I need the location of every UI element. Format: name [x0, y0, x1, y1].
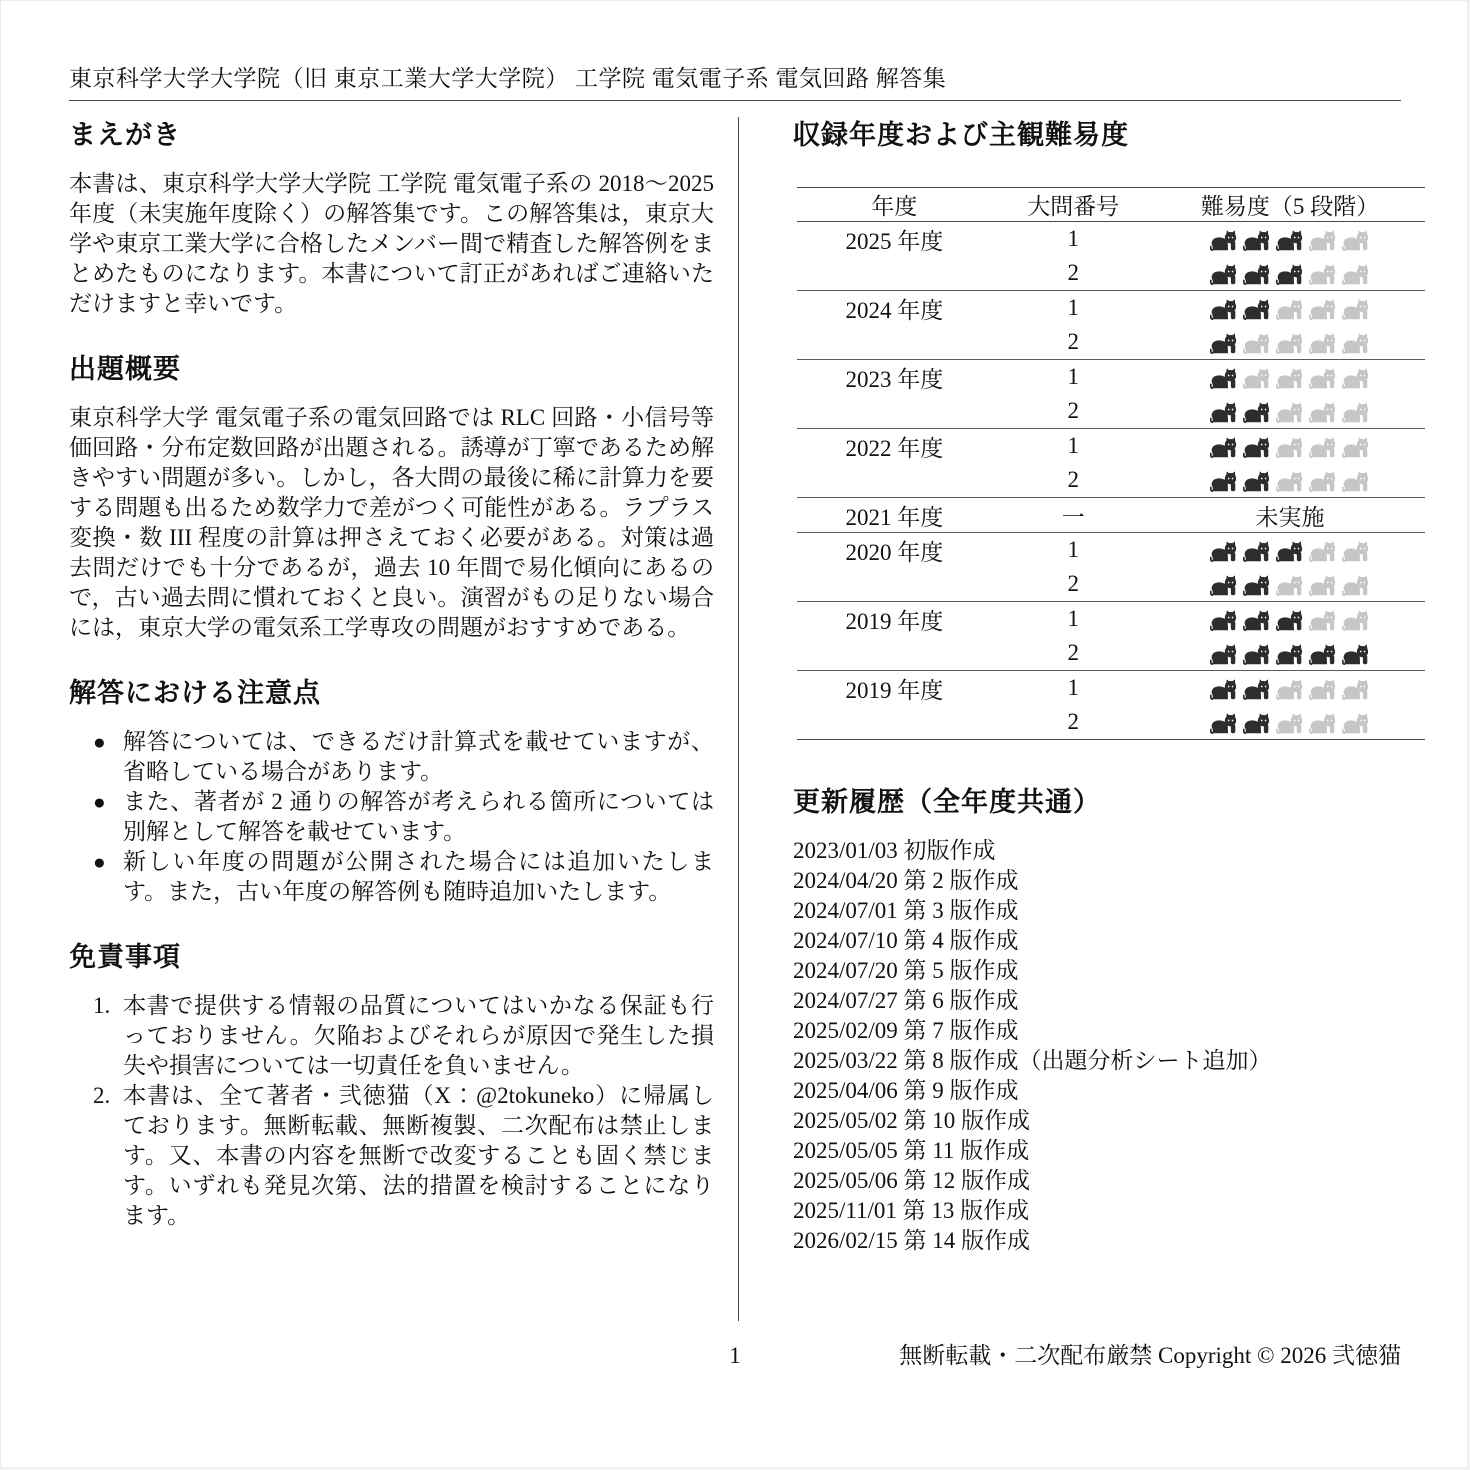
question-number-cell: 1	[992, 360, 1155, 395]
disclaimer-item	[69, 1081, 714, 1231]
note-item	[69, 847, 714, 907]
cat-icon	[1342, 333, 1370, 354]
bullet-marker: ●	[93, 790, 106, 814]
cat-rating	[1210, 368, 1370, 389]
year-cell: 2022 年度	[797, 429, 992, 464]
cat-rating	[1210, 644, 1370, 665]
cat-icon	[1342, 471, 1370, 492]
difficulty-table-row	[797, 636, 1425, 671]
difficulty-table-row	[797, 222, 1425, 257]
cat-icon	[1342, 610, 1370, 631]
cat-icon	[1309, 471, 1337, 492]
cat-icon	[1210, 610, 1238, 631]
year-cell	[797, 256, 992, 291]
cat-rating	[1210, 333, 1370, 354]
difficulty-rating-cell	[1155, 567, 1425, 602]
question-number-cell: 1	[992, 602, 1155, 637]
overview-heading: 出題概要	[69, 354, 181, 384]
question-number-cell: 1	[992, 429, 1155, 464]
year-cell: 2023 年度	[797, 360, 992, 395]
cat-rating	[1210, 230, 1370, 251]
number-marker: 1.	[93, 993, 111, 1018]
difficulty-rating-cell	[1155, 360, 1425, 395]
difficulty-table-row	[797, 325, 1425, 360]
cat-icon	[1309, 679, 1337, 700]
cat-icon	[1342, 679, 1370, 700]
cat-icon	[1342, 299, 1370, 320]
year-cell: 2020 年度	[797, 533, 992, 568]
cat-icon	[1309, 264, 1337, 285]
cat-icon	[1243, 402, 1271, 423]
question-number-cell: 1	[1067, 226, 1080, 251]
difficulty-table-row	[797, 671, 1425, 706]
cat-icon	[1276, 333, 1304, 354]
question-number-cell: 2	[1067, 398, 1080, 423]
cat-icon	[1342, 368, 1370, 389]
cat-rating	[1210, 679, 1370, 700]
difficulty-table-row	[797, 360, 1425, 395]
cat-icon	[1210, 230, 1238, 251]
cat-rating	[1210, 471, 1370, 492]
difficulty-rating-cell	[1155, 291, 1425, 326]
page-content	[69, 109, 1401, 1256]
difficulty-table-row	[797, 291, 1425, 326]
note-item	[69, 787, 714, 847]
difficulty-rating-cell	[1155, 705, 1425, 740]
difficulty-rating-cell	[1155, 602, 1425, 637]
history-heading: 更新履歴（全年度共通）	[793, 787, 1101, 817]
note-item-text: 解答については、できるだけ計算式を載せていますが、省略している場合があります。	[123, 729, 714, 784]
cat-icon	[1309, 299, 1337, 320]
cat-icon	[1342, 402, 1370, 423]
year-cell: 2025 年度	[845, 228, 944, 254]
cat-icon	[1309, 575, 1337, 596]
running-head-title: 東京科学大学大学院（旧 東京工業大学大学院） 工学院 電気電子系 電気回路 解答集	[69, 65, 1401, 101]
left-column	[69, 109, 714, 1256]
cat-icon	[1342, 264, 1370, 285]
update-history-list	[793, 836, 1401, 1256]
cat-icon	[1243, 368, 1271, 389]
cat-icon	[1276, 437, 1304, 458]
question-number-cell: 一	[992, 498, 1155, 533]
history-entry: 2025/05/02 第 10 版作成	[793, 1108, 1031, 1133]
cat-icon	[1243, 679, 1271, 700]
year-cell: 2019 年度	[797, 602, 992, 637]
difficulty-heading: 収録年度および主観難易度	[793, 120, 1129, 150]
cat-icon	[1243, 437, 1271, 458]
number-marker: 2.	[93, 1083, 111, 1108]
year-cell: 2021 年度	[797, 498, 992, 533]
cat-icon	[1342, 713, 1370, 734]
page-number: 1	[729, 1343, 741, 1368]
difficulty-table-row	[797, 256, 1425, 291]
note-item	[69, 727, 714, 787]
column-header-difficulty: 難易度（5 段階）	[1155, 188, 1425, 222]
cat-icon	[1276, 402, 1304, 423]
history-entry: 2026/02/15 第 14 版作成	[793, 1228, 1031, 1253]
cat-icon	[1309, 333, 1337, 354]
cat-icon	[1309, 610, 1337, 631]
question-number-cell: 2	[1067, 571, 1080, 596]
difficulty-rating-cell	[1155, 463, 1425, 498]
cat-icon	[1210, 333, 1238, 354]
year-cell: 2019 年度	[797, 671, 992, 706]
cat-icon	[1243, 610, 1271, 631]
cat-icon	[1276, 471, 1304, 492]
cat-icon	[1243, 541, 1271, 562]
question-number-cell: 2	[1067, 260, 1080, 285]
disclaimer-heading: 免責事項	[69, 942, 181, 972]
cat-icon	[1210, 402, 1238, 423]
cat-icon	[1210, 368, 1238, 389]
cat-icon	[1276, 264, 1304, 285]
difficulty-table-row	[797, 429, 1425, 464]
cat-icon	[1276, 610, 1304, 631]
cat-rating	[1210, 299, 1370, 320]
cat-icon	[1276, 575, 1304, 596]
cat-icon	[1276, 713, 1304, 734]
cat-icon	[1210, 541, 1238, 562]
year-cell	[797, 463, 992, 498]
cat-icon	[1309, 541, 1337, 562]
cat-icon	[1276, 679, 1304, 700]
cat-icon	[1243, 299, 1271, 320]
difficulty-table-row	[797, 394, 1425, 429]
difficulty-table-row	[797, 602, 1425, 637]
history-entry: 2025/03/22 第 8 版作成（出題分析シート追加）	[793, 1048, 1272, 1073]
preface-heading: まえがき	[69, 120, 181, 150]
cat-icon	[1210, 644, 1238, 665]
right-column	[793, 109, 1401, 1256]
cat-icon	[1276, 230, 1304, 251]
preface-paragraph: 本書は、東京科学大学大学院 工学院 電気電子系の 2018〜2025 年度（未実施年度除く）の解答集です。この解答集は，東京大学や東京工業大学に合格したメンバー間で精査した解答例をまとめたものになります。本書について訂正があればご連絡いただけますと幸いです。	[69, 171, 714, 316]
difficulty-rating-cell	[1155, 429, 1425, 464]
bullet-marker: ●	[93, 730, 106, 754]
difficulty-rating-cell	[1155, 325, 1425, 360]
cat-rating	[1210, 610, 1370, 631]
history-entry: 2023/01/03 初版作成	[793, 838, 996, 863]
cat-rating	[1210, 437, 1370, 458]
history-entry: 2025/04/06 第 9 版作成	[793, 1078, 1019, 1103]
cat-rating	[1210, 541, 1370, 562]
history-entry: 2024/07/20 第 5 版作成	[793, 958, 1019, 983]
question-number-cell: 2	[992, 705, 1155, 740]
cat-icon	[1210, 437, 1238, 458]
cat-icon	[1342, 437, 1370, 458]
overview-paragraph: 東京科学大学 電気電子系の電気回路では RLC 回路・小信号等価回路・分布定数回路が出題される。誘導が丁寧であるため解きやすい問題が多い。しかし，各大問の最後に稀に計算力を要する問題も出るため数学力で差がつく可能性がある。ラプラス変換・数 III 程度の計算は押さえておく必要がある。対策は過去問だけでも十分であるが，過去 10 年間で易化傾向にあるので，古い過去問に慣れておくと良い。演習がもの足りない場合には，東京大学の電気系工学専攻の問題がおすすめである。	[69, 405, 714, 640]
disclaimer-item-text: 本書は、全て著者・弐徳猫（X：@2tokuneko）に帰属しております。無断転載、無断複製、二次配布は禁止します。又、本書の内容を無断で改変することも固く禁じます。いずれも発見次第、法的措置を検討することになります。	[123, 1083, 714, 1228]
cat-icon	[1243, 333, 1271, 354]
difficulty-rating-cell	[1155, 671, 1425, 706]
cat-icon	[1342, 230, 1370, 251]
disclaimer-item-text: 本書で提供する情報の品質についてはいかなる保証も行っておりません。欠陥およびそれらが原因で発生した損失や損害については一切責任を負いません。	[123, 993, 714, 1078]
history-entry: 2024/07/10 第 4 版作成	[793, 928, 1019, 953]
cat-icon	[1210, 299, 1238, 320]
difficulty-table-header-row	[797, 188, 1425, 222]
cat-icon	[1210, 575, 1238, 596]
cat-rating	[1210, 575, 1370, 596]
question-number-cell: 2	[1067, 467, 1080, 492]
cat-rating	[1210, 713, 1370, 734]
cat-icon	[1210, 713, 1238, 734]
cat-icon	[1342, 644, 1370, 665]
difficulty-rating-cell	[1155, 222, 1425, 257]
page-footer	[69, 1341, 1401, 1373]
notes-heading: 解答における注意点	[69, 678, 321, 708]
history-entry: 2025/02/09 第 7 版作成	[793, 1018, 1019, 1043]
year-cell	[797, 567, 992, 602]
cat-icon	[1243, 264, 1271, 285]
cat-icon	[1243, 713, 1271, 734]
note-item-text: 新しい年度の問題が公開された場合には追加いたします。また，古い年度の解答例も随時追加いたします。	[123, 849, 714, 904]
cat-icon	[1210, 471, 1238, 492]
cat-rating	[1210, 402, 1370, 423]
disclaimer-list	[69, 991, 714, 1231]
cat-icon	[1309, 713, 1337, 734]
year-cell	[797, 394, 992, 429]
cat-icon	[1243, 471, 1271, 492]
history-entry: 2024/07/01 第 3 版作成	[793, 898, 1019, 923]
column-header-question-number: 大問番号	[992, 188, 1155, 222]
difficulty-table	[797, 187, 1425, 740]
difficulty-rating-cell	[1155, 256, 1425, 291]
cat-icon	[1309, 368, 1337, 389]
difficulty-table-row	[797, 498, 1425, 533]
disclaimer-item	[69, 991, 714, 1081]
question-number-cell: 1	[992, 291, 1155, 326]
difficulty-rating-cell	[1155, 636, 1425, 671]
cat-icon	[1243, 575, 1271, 596]
question-number-cell: 2	[1067, 640, 1080, 665]
cat-rating	[1210, 264, 1370, 285]
difficulty-table-row	[797, 567, 1425, 602]
question-number-cell: 2	[1067, 329, 1080, 354]
column-header-year: 年度	[797, 188, 992, 222]
cat-icon	[1210, 679, 1238, 700]
year-cell	[797, 325, 992, 360]
cat-icon	[1276, 541, 1304, 562]
cat-icon	[1210, 264, 1238, 285]
notes-list	[69, 727, 714, 907]
cat-icon	[1276, 644, 1304, 665]
question-number-cell: 1	[992, 533, 1155, 568]
difficulty-rating-cell	[1155, 394, 1425, 429]
difficulty-rating-cell: 未実施	[1155, 498, 1425, 533]
cat-icon	[1342, 541, 1370, 562]
copyright-notice: 無断転載・二次配布厳禁 Copyright © 2026 弐徳猫	[899, 1343, 1401, 1368]
cat-icon	[1243, 230, 1271, 251]
year-cell	[797, 705, 992, 740]
difficulty-table-row	[797, 533, 1425, 568]
difficulty-rating-cell	[1155, 533, 1425, 568]
history-entry: 2024/04/20 第 2 版作成	[793, 868, 1019, 893]
cat-icon	[1309, 644, 1337, 665]
year-cell	[797, 636, 992, 671]
cat-icon	[1276, 299, 1304, 320]
history-entry: 2025/05/05 第 11 版作成	[793, 1138, 1030, 1163]
bullet-marker: ●	[93, 850, 106, 874]
history-entry: 2024/07/27 第 6 版作成	[793, 988, 1019, 1013]
year-cell: 2024 年度	[797, 291, 992, 326]
question-number-cell: 1	[992, 671, 1155, 706]
cat-icon	[1309, 402, 1337, 423]
difficulty-table-row	[797, 463, 1425, 498]
cat-icon	[1309, 437, 1337, 458]
cat-icon	[1276, 368, 1304, 389]
cat-icon	[1243, 644, 1271, 665]
note-item-text: また、著者が 2 通りの解答が考えられる箇所については別解として解答を載せています。	[123, 789, 714, 844]
cat-icon	[1342, 575, 1370, 596]
history-entry: 2025/05/06 第 12 版作成	[793, 1168, 1031, 1193]
cat-icon	[1309, 230, 1337, 251]
history-entry: 2025/11/01 第 13 版作成	[793, 1198, 1030, 1223]
difficulty-table-row	[797, 705, 1425, 740]
